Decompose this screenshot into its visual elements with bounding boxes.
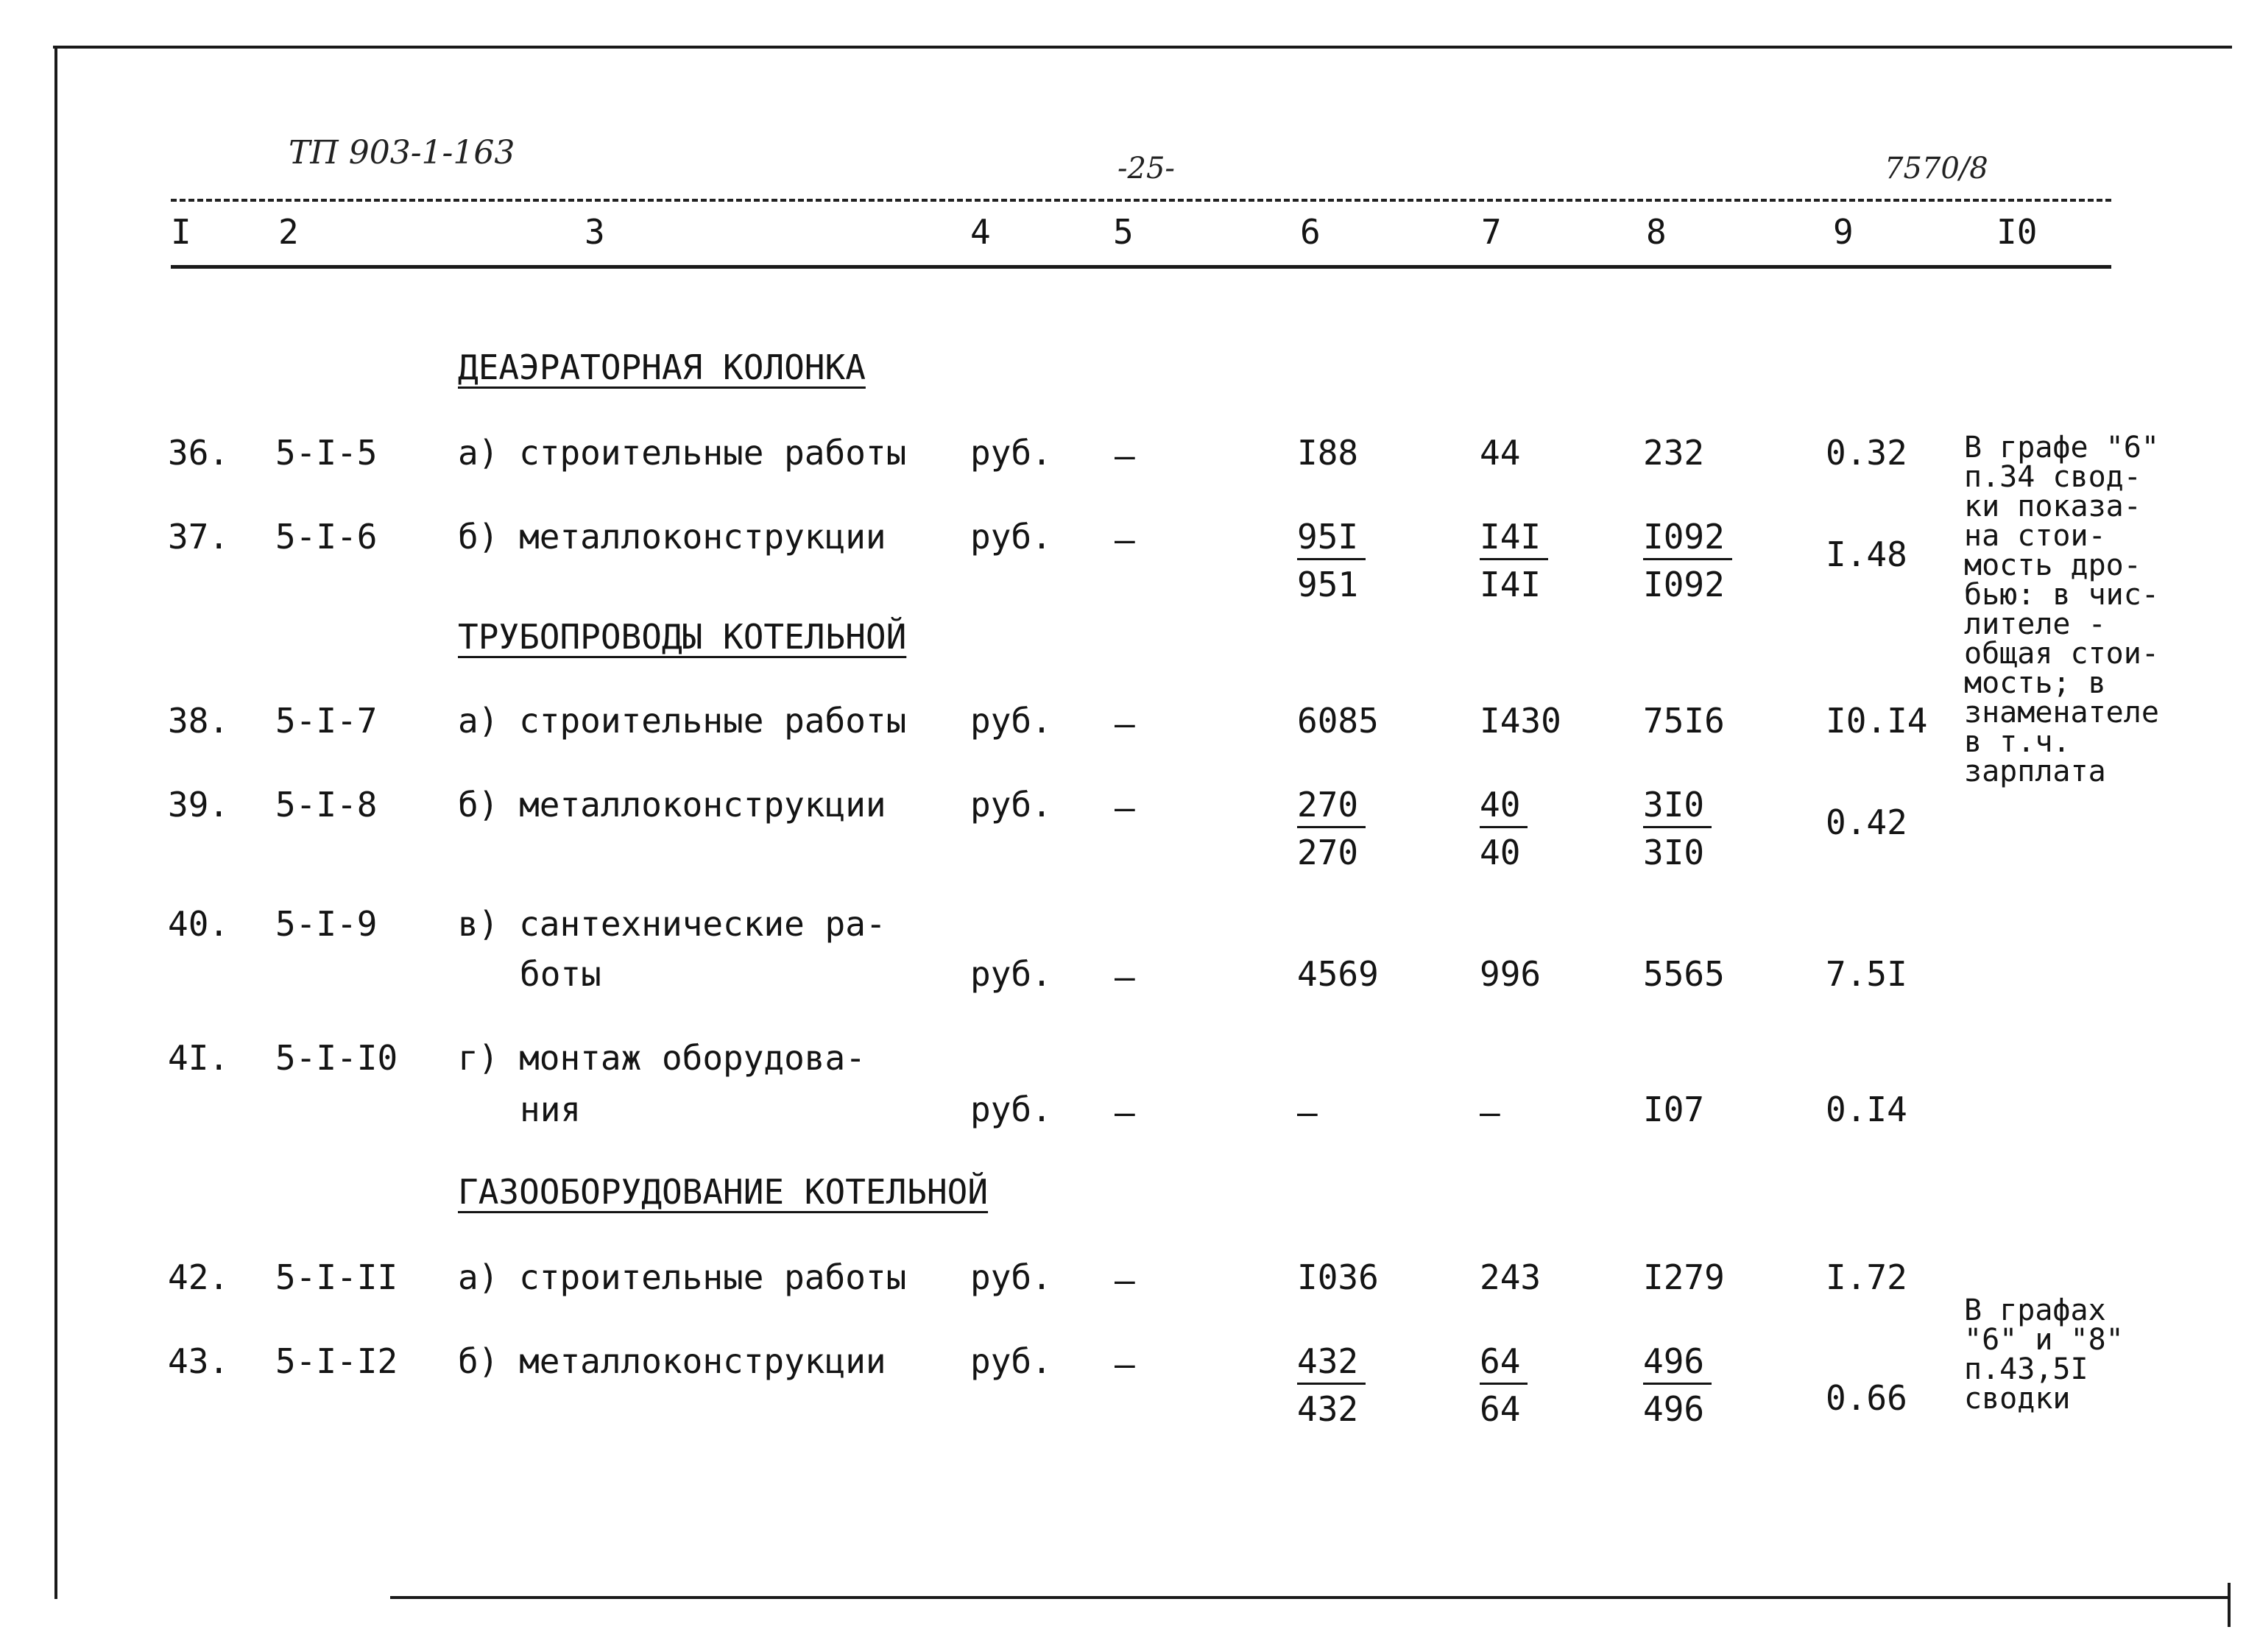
row-description: а) строительные работы	[458, 701, 907, 741]
row-col5: –	[1115, 788, 1135, 827]
row-description-cont: боты	[520, 954, 601, 994]
row-col7-fraction	[1480, 517, 1548, 604]
row-col6-fraction	[1297, 517, 1366, 604]
row-description: а) строительные работы	[458, 433, 907, 473]
row-col7-fraction	[1480, 1341, 1528, 1429]
row-code: 5-I-I0	[275, 1038, 398, 1078]
fraction-numerator: 496	[1643, 1344, 1712, 1385]
row-description: б) металлоконструкции	[458, 517, 886, 557]
header-solid-rule	[171, 265, 2111, 269]
row-number: 42.	[168, 1257, 230, 1297]
row-description-cont: ния	[520, 1090, 582, 1129]
row-description: г) монтаж оборудова-	[458, 1038, 866, 1078]
row-unit: руб.	[970, 954, 1052, 994]
col-header-9: 9	[1833, 212, 1854, 252]
fraction-numerator: I4I	[1480, 520, 1548, 560]
frame-bottom-line	[390, 1596, 2229, 1599]
row-unit: руб.	[970, 701, 1052, 741]
fraction-numerator: 3I0	[1643, 788, 1712, 828]
col-header-7: 7	[1481, 212, 1502, 252]
col-header-3: 3	[585, 212, 605, 252]
fraction-denominator: 3I0	[1643, 833, 1705, 872]
row-description: а) строительные работы	[458, 1257, 907, 1297]
row-col5: –	[1115, 520, 1135, 560]
col-header-2: 2	[278, 212, 299, 252]
row-col9: 0.66	[1826, 1378, 1907, 1418]
row-col6: I036	[1297, 1257, 1379, 1297]
row-col6: I88	[1297, 433, 1359, 473]
frame-top-line	[53, 46, 2232, 49]
row-col5: –	[1115, 704, 1135, 744]
row-col6-fraction	[1297, 785, 1366, 872]
sheet-number: 7570/8	[1885, 152, 1988, 186]
col-header-1: I	[171, 212, 191, 252]
col-header-8: 8	[1646, 212, 1667, 252]
row-col9: I.48	[1826, 534, 1907, 574]
row-col7: I430	[1480, 701, 1561, 741]
fraction-numerator: 64	[1480, 1344, 1528, 1385]
row-col8-fraction	[1643, 785, 1712, 872]
row-col9: 0.32	[1826, 433, 1907, 473]
row-code: 5-I-I2	[275, 1341, 398, 1381]
row-col9: 7.5I	[1826, 954, 1907, 994]
row-description: в) сантехнические ра-	[458, 904, 886, 944]
row-col9: 0.42	[1826, 802, 1907, 842]
row-unit: руб.	[970, 433, 1052, 473]
col-header-5: 5	[1113, 212, 1134, 252]
row-number: 43.	[168, 1341, 230, 1381]
row-col5: –	[1115, 436, 1135, 476]
row-col6-fraction	[1297, 1341, 1366, 1429]
row-col8-fraction	[1643, 1341, 1712, 1429]
row-col8: I07	[1643, 1090, 1705, 1129]
row-code: 5-I-8	[275, 785, 378, 825]
row-col9: 0.I4	[1826, 1090, 1907, 1129]
section-title: ТРУБОПРОВОДЫ КОТЕЛЬНОЙ	[458, 617, 907, 657]
row-number: 36.	[168, 433, 230, 473]
row-unit: руб.	[970, 1257, 1052, 1297]
row-col7: 243	[1480, 1257, 1542, 1297]
fraction-numerator: I092	[1643, 520, 1732, 560]
fraction-denominator: 270	[1297, 833, 1359, 872]
row-col9: I0.I4	[1826, 701, 1928, 741]
col-header-6: 6	[1300, 212, 1321, 252]
row-col6: 6085	[1297, 701, 1379, 741]
doc-code: ТП 903-1-163	[289, 134, 515, 172]
row-col8: 5565	[1643, 954, 1725, 994]
row-col6: 4569	[1297, 954, 1379, 994]
row-col7-fraction	[1480, 785, 1528, 872]
col-header-4: 4	[970, 212, 991, 252]
note-columns-reference: В графах "6" и "8" п.43,5I сводки	[1964, 1293, 2124, 1416]
row-col5: –	[1115, 1344, 1135, 1384]
section-title: ДЕАЭРАТОРНАЯ КОЛОНКА	[458, 347, 866, 387]
row-col8-fraction	[1643, 517, 1732, 604]
fraction-numerator: 432	[1297, 1344, 1366, 1385]
row-col8: I279	[1643, 1257, 1725, 1297]
row-col8: 232	[1643, 433, 1705, 473]
fraction-denominator: 432	[1297, 1389, 1359, 1429]
section-title: ГАЗООБОРУДОВАНИЕ КОТЕЛЬНОЙ	[458, 1172, 989, 1212]
fraction-denominator: 496	[1643, 1389, 1705, 1429]
row-col5: –	[1115, 957, 1135, 997]
row-number: 38.	[168, 701, 230, 741]
row-col9: I.72	[1826, 1257, 1907, 1297]
row-col5: –	[1115, 1092, 1135, 1132]
note-fraction-explanation: В графе "6" п.34 свод- ки показа- на стои- мость дро- бью: в чис- лителе - общая стои- мость; в знаменателе в т.ч. зарплата	[1964, 431, 2159, 788]
fraction-denominator: 64	[1480, 1389, 1521, 1429]
row-code: 5-I-6	[275, 517, 378, 557]
row-unit: руб.	[970, 1341, 1052, 1381]
row-number: 37.	[168, 517, 230, 557]
col-header-10: I0	[1996, 212, 2038, 252]
row-code: 5-I-II	[275, 1257, 398, 1297]
row-number: 4I.	[168, 1038, 230, 1078]
row-col7: 44	[1480, 433, 1521, 473]
row-number: 40.	[168, 904, 230, 944]
page-number: -25-	[1117, 152, 1175, 186]
frame-left-line	[54, 46, 57, 1599]
row-unit: руб.	[970, 1090, 1052, 1129]
frame-right-line	[2228, 1583, 2231, 1627]
header-dashed-rule	[171, 199, 2111, 202]
row-code: 5-I-9	[275, 904, 378, 944]
row-unit: руб.	[970, 785, 1052, 825]
row-description: б) металлоконструкции	[458, 1341, 886, 1381]
row-unit: руб.	[970, 517, 1052, 557]
fraction-denominator: 40	[1480, 833, 1521, 872]
fraction-denominator: 951	[1297, 565, 1359, 604]
fraction-denominator: I4I	[1480, 565, 1542, 604]
fraction-numerator: 95I	[1297, 520, 1366, 560]
row-code: 5-I-5	[275, 433, 378, 473]
row-col8: 75I6	[1643, 701, 1725, 741]
row-col6: –	[1297, 1092, 1318, 1132]
row-description: б) металлоконструкции	[458, 785, 886, 825]
fraction-numerator: 270	[1297, 788, 1366, 828]
fraction-denominator: I092	[1643, 565, 1725, 604]
fraction-numerator: 40	[1480, 788, 1528, 828]
row-number: 39.	[168, 785, 230, 825]
row-col5: –	[1115, 1260, 1135, 1300]
row-col7: –	[1480, 1092, 1500, 1132]
row-code: 5-I-7	[275, 701, 378, 741]
row-col7: 996	[1480, 954, 1542, 994]
